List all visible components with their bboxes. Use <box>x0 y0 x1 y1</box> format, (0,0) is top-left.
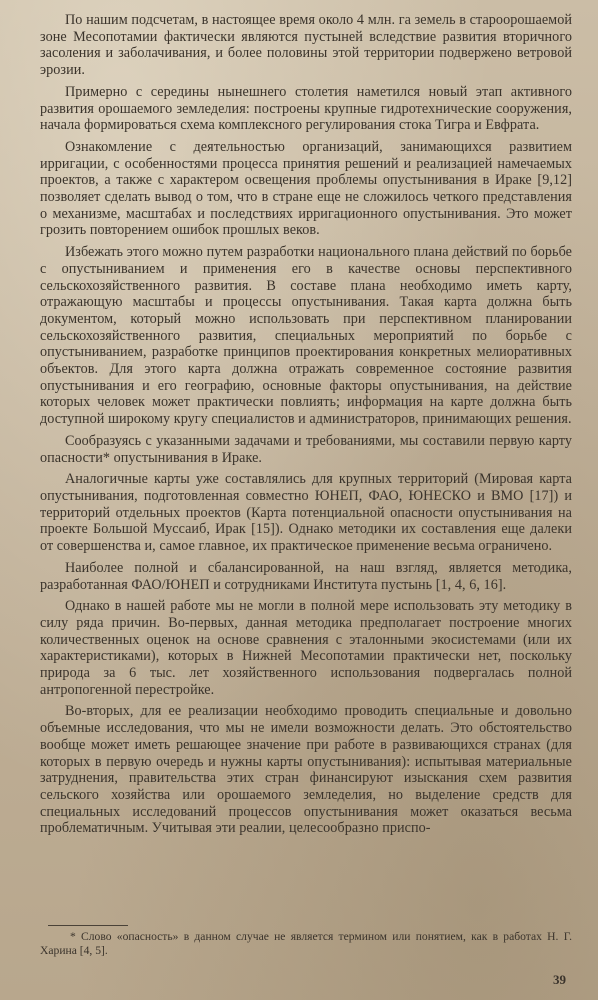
page-number: 39 <box>553 972 566 987</box>
paragraph: Сообразуясь с указанными задачами и требованиями, мы составили первую карту опасности* опустынивания в Ираке. <box>40 432 572 466</box>
paragraph: Примерно с середины нынешнего столетия наметился новый этап активного развития орошаемого земледелия: построены крупные гидротехнические сооружения, начала формироваться схема комплексного регулирования стока Тигра и Евфрата. <box>40 83 572 134</box>
paragraph: Однако в нашей работе мы не могли в полной мере использовать эту методику в силу ряда причин. Во-первых, данная методика предполагает построение многих количественных оценок на основе сравнения с эталонными экосистемами (или их характеристиками), которых в Нижней Месопотамии практически нет, поскольку природа за 6 тыс. лет хозяйственного использования подвергалась полной антропогенной перестройке. <box>40 598 572 698</box>
footnote: * Слово «опасность» в данном случае не является термином или понятием, как в работах Н. Г. Харина [4, 5]. <box>40 930 572 957</box>
body-text <box>40 12 572 837</box>
paragraph: По нашим подсчетам, в настоящее время около 4 млн. га земель в староорошаемой зоне Месопотамии фактически являются пустыней вследствие развития вторичного засоления и заболачивания, и более половины этой территории подвержено ветровой эрозии. <box>40 12 572 79</box>
paragraph: Избежать этого можно путем разработки национального плана действий по борьбе с опустыниванием и применения его в качестве основы перспективного сельскохозяйственного развития. В составе плана необходимо иметь карту, отражающую масштабы и процессы опустынивания. Такая карта должна быть документом, который можно использовать при перспективном планировании сельскохозяйственного развития, специальных мероприятий по борьбе с опустыниванием, разработке принципов проектирования конкретных мелиоративных объектов. Для этого карта должна отражать современное состояние развития опустынивания и его географию, основные факторы опустынивания, на действие которых человек может практически повлиять; информация на карте должна быть доступной широкому кругу специалистов и администраторов, принимающих решения. <box>40 244 572 428</box>
book-page <box>40 12 572 988</box>
paragraph: Наиболее полной и сбалансированной, на наш взгляд, является методика, разработанная ФАО/ЮНЕП и сотрудниками Института пустынь [1, 4, 6, 16]. <box>40 559 572 593</box>
paragraph: Аналогичные карты уже составлялись для крупных территорий (Мировая карта опустынивания, подготовленная совместно ЮНЕП, ФАО, ЮНЕСКО и ВМО [17]) и территорий отдельных проектов (Карта потенциальной опасности опустынивания на проекте Большой Муссаиб, Ирак [15]). Однако методики их составления еще далеки от совершенства и, самое главное, их практическое применение весьма ограничено. <box>40 471 572 555</box>
footnote-divider <box>48 925 128 926</box>
paragraph: Ознакомление с деятельностью организаций, занимающихся развитием ирригации, с особенностями процесса принятия решений и реализацией намечаемых проектов, а также с характером освещения проблемы опустынивания в Ираке [9,12] позволяет сделать вывод о том, что в стране еще не сложилось четкого представления о механизме, масштабах и последствиях ирригационного опустынивания. Это может грозить повторением ошибок прошлых веков. <box>40 138 572 239</box>
paragraph: Во-вторых, для ее реализации необходимо проводить специальные и довольно объемные исследования, что мы не имели возможности делать. Это обстоятельство вообще может иметь решающее значение при работе в развивающихся странах (для которых в первую очередь и нужны карты опустынивания): испытывая материальные затруднения, правительства этих стран финансируют изыскания схем развития сельского хозяйства или орошаемого земледелия, но выделение средств для специальных исследований процессов опустынивания может оказаться весьма проблематичным. Учитывая эти реалии, целесообразно приспо- <box>40 703 572 837</box>
